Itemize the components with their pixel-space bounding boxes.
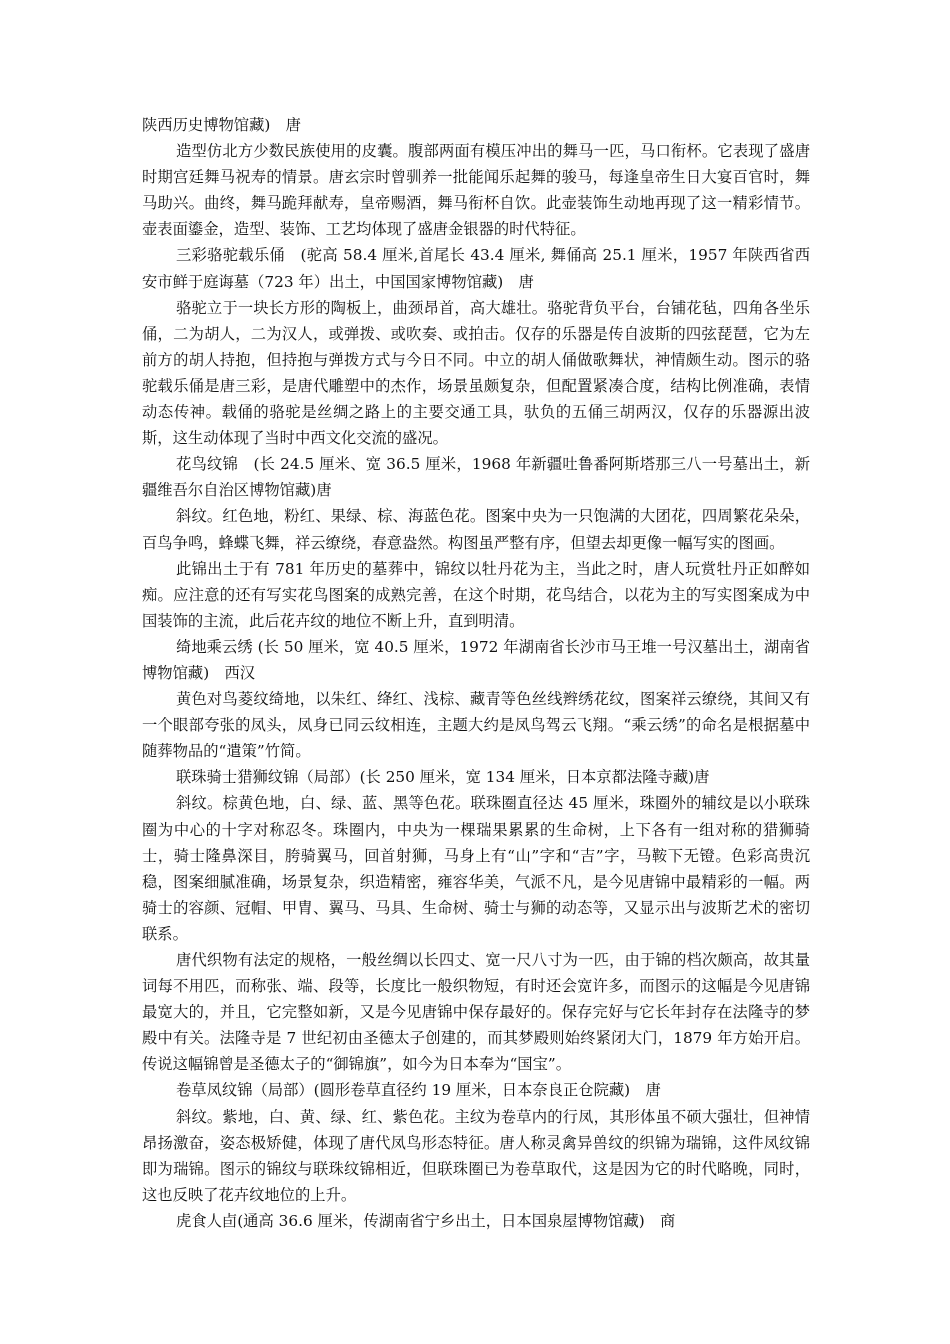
paragraph-wine-pot-description: 造型仿北方少数民族使用的皮囊。腹部两面有模压冲出的舞马一匹，马口衔杯。它表现了盛唐时期宫廷舞马祝寿的情景。唐玄宗时曾驯养一批能闻乐起舞的骏马，每逢皇帝生日大宴百官时，舞马助兴。曲终，舞马跪拜献寿，皇帝赐酒，舞马衔杯自饮。此壶装饰生动地再现了这一精彩情节。壶表面鎏金，造型、装饰、工艺均体现了盛唐金银器的时代特征。 xyxy=(142,142,810,239)
caption-continuation: 陕西历史博物馆藏) 唐 xyxy=(142,116,301,134)
paragraph-brocade-history: 此锦出土于有 781 年历史的墓葬中，锦纹以牡丹花为主，当此之时，唐人玩赏牡丹正如醉如痴。应注意的还有写实花鸟图案的成熟完善，在这个时期，花鸟结合，以花为主的写实图案成为中国装饰的主流，此后花卉纹的地位不断上升，直到明清。 xyxy=(142,559,810,630)
caption-phoenix-brocade: 卷草凤纹锦（局部）(圆形卷草直径约 19 厘米，日本奈良正仓院藏) 唐 xyxy=(176,1081,661,1100)
caption-cloud-embroidery: 绮地乘云绣 (长 50 厘米，宽 40.5 厘米，1972 年湖南省长沙市马王堆一号汉墓出土，湖南省博物馆藏) 西汉 xyxy=(142,637,810,682)
caption-camel-musicians: 三彩骆驼载乐俑 (驼高 58.4 厘米,首尾长 43.4 厘米, 舞俑高 25.1 厘米，1957 年陕西省西安市鲜于庭诲墓（723 年）出土，中国国家博物馆藏) 唐 xyxy=(142,246,810,291)
paragraph-tang-textile-norms: 唐代织物有法定的规格，一般丝绸以长四丈、宽一尺八寸为一匹，由于锦的档次颇高，故其量词每不用匹，而称张、端、段等，长度比一般织物短，有时还会宽许多，而图示的这幅是今见唐锦最宽大的，并且，它完整如新，又是今见唐锦中保存最好的。保存完好与它长年封存在法隆寺的梦殿中有关。法隆寺是 7 世纪初由圣德太子创建的，而其梦殿则始终紧闭大门，1879 年方始开启。传说这幅锦曾是圣德太子的“御锦旗”，如今为日本奉为“国宝”。 xyxy=(142,951,810,1074)
paragraph-hunting-brocade-description: 斜纹。棕黄色地，白、绿、蓝、黑等色花。联珠圈直径达 45 厘米，珠圈外的辅纹是以小联珠圈为中心的十字对称忍冬。珠圈内，中央为一棵瑞果累累的生命树，上下各有一组对称的猎狮骑士，骑士隆鼻深目，胯骑翼马，回首射狮，马身上有“山”字和“吉”字，马鞍下无镫。色彩高贵沉稳，图案细腻准确，场景复杂，织造精密，雍容华美，气派不凡，是今见唐锦中最精彩的一幅。两骑士的容颜、冠帽、甲胄、翼马、马具、生命树、骑士与狮的动态等，又显示出与波斯艺术的密切联系。 xyxy=(142,794,810,943)
caption-tiger-you-vessel: 虎食人卣(通高 36.6 厘米，传湖南省宁乡出土，日本国泉屋博物馆藏) 商 xyxy=(176,1211,676,1230)
caption-hunting-brocade: 联珠骑士猎狮纹锦（局部）(长 250 厘米，宽 134 厘米，日本京都法隆寺藏)唐 xyxy=(176,768,710,787)
paragraph-camel-description: 骆驼立于一块长方形的陶板上，曲颈昂首，高大雄壮。骆驼背负平台，台铺花毡，四角各坐乐俑，二为胡人，二为汉人，或弹拨、或吹奏、或拍击。仅存的乐器是传自波斯的四弦琵琶，它为左前方的胡人持抱，但持抱与弹拨方式与今日不同。中立的胡人俑做歌舞状，神情颇生动。图示的骆驼载乐俑是唐三彩，是唐代雕塑中的杰作，场景虽颇复杂，但配置紧凑合度，结构比例准确，表情动态传神。载俑的骆驼是丝绸之路上的主要交通工具，驮负的五俑三胡两汉，仅存的乐器源出波斯，这生动体现了当时中西文化交流的盛况。 xyxy=(142,298,810,448)
paragraph-embroidery-description: 黄色对鸟菱纹绮地，以朱红、绛红、浅棕、藏青等色丝线辫绣花纹，图案祥云缭绕，其间又有一个眼部夸张的凤头，凤身已同云纹相连，主题大约是凤鸟驾云飞翔。“乘云绣”的命名是根据墓中随葬物品的“遣策”竹简。 xyxy=(142,690,810,761)
caption-flower-bird-brocade: 花鸟纹锦 (长 24.5 厘米、宽 36.5 厘米，1968 年新疆吐鲁番阿斯塔那三八一号墓出土，新疆维吾尔自治区博物馆藏)唐 xyxy=(142,455,810,500)
paragraph-brocade-description: 斜纹。红色地，粉红、果绿、棕、海蓝色花。图案中央为一只饱满的大团花，四周繁花朵朵，百鸟争鸣，蜂蝶飞舞，祥云缭绕，春意盎然。构图虽严整有序，但望去却更像一幅写实的图画。 xyxy=(142,507,810,552)
document-page xyxy=(142,112,810,1234)
paragraph-phoenix-brocade-description: 斜纹。紫地，白、黄、绿、红、紫色花。主纹为卷草内的行凤，其形体虽不硕大强壮，但神情昂扬激奋，姿态极矫健，体现了唐代凤鸟形态特征。唐人称灵禽异兽纹的织锦为瑞锦，这件凤纹锦即为瑞锦。图示的锦纹与联珠纹锦相近，但联珠圈已为卷草取代，这是因为它的时代略晚，同时，这也反映了花卉纹地位的上升。 xyxy=(142,1107,810,1204)
